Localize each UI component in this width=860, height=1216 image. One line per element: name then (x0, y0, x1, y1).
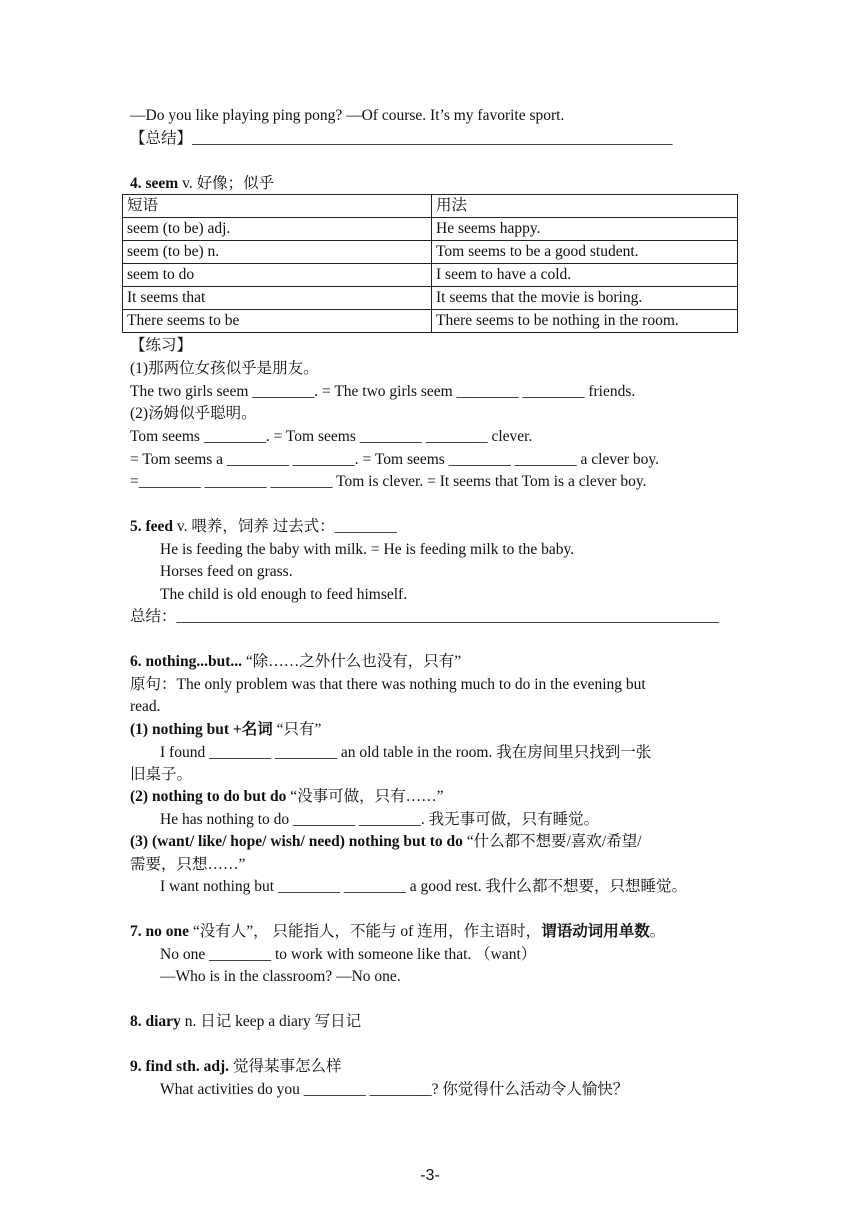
example-sentence-cont: 旧桌子。 (130, 766, 193, 783)
table-header-cell: 用法 (432, 195, 738, 218)
practice-exercise: =________ ________ ________ Tom is clever. = It seems that Tom is a clever boy. (130, 473, 647, 490)
example-sentence: —Do you like playing ping pong? —Of course. It’s my favorite sport. (130, 107, 565, 124)
section-7-heading (130, 922, 665, 942)
section-5-definition: v. 喂养，饲养 过去式：________ (173, 518, 397, 535)
section-5-heading (130, 517, 397, 537)
section-7-definition: “没有人”， 只能指人，不能与 of 连用，作主语时， (189, 923, 542, 940)
table-row (123, 218, 738, 241)
section-6-heading (130, 652, 461, 672)
practice-exercise: Tom seems ________. = Tom seems ________ ________ clever. (130, 428, 533, 445)
summary-line: 总结：______________________________________________________________________ (130, 608, 720, 625)
practice-exercise: = Tom seems a ________ ________. = Tom seems ________ ________ a clever boy. (130, 451, 660, 468)
practice-exercise: The two girls seem ________. = The two girls seem ________ ________ friends. (130, 383, 636, 400)
section-8-heading (130, 1012, 361, 1032)
practice-prompt: (2)汤姆似乎聪明。 (130, 405, 257, 422)
section-9-term: 9. find sth. adj. (130, 1058, 230, 1075)
subsection-term: (2) nothing to do but do (130, 788, 287, 805)
summary-line: 【总结】______________________________________________________________ (130, 130, 673, 147)
table-cell: There seems to be nothing in the room. (432, 310, 738, 333)
table-cell: It seems that the movie is boring. (432, 287, 738, 310)
table-cell: He seems happy. (432, 218, 738, 241)
practice-heading: 【练习】 (130, 337, 193, 354)
example-sentence: What activities do you ________ ________? 你觉得什么活动令人愉快？ (160, 1081, 629, 1098)
example-sentence: He has nothing to do ________ ________. 我无事可做，只有睡觉。 (160, 811, 600, 828)
table-row (123, 264, 738, 287)
subsection-heading (130, 787, 443, 807)
section-4-heading (130, 174, 274, 194)
example-sentence: —Who is in the classroom? —No one. (160, 968, 401, 985)
section-9-heading (130, 1057, 341, 1077)
example-sentence: No one ________ to work with someone like that. （want） (160, 946, 537, 963)
subsection-definition: “只有” (272, 721, 322, 738)
section-7-end: 。 (649, 923, 666, 940)
section-5-term: 5. feed (130, 518, 174, 535)
example-sentence: I want nothing but ________ ________ a good rest. 我什么都不想要，只想睡觉。 (160, 878, 687, 895)
table-cell: seem (to be) n. (123, 241, 432, 264)
table-cell: seem (to be) adj. (123, 218, 432, 241)
subsection-heading (130, 832, 642, 852)
table-row (123, 287, 738, 310)
subsection-term: (3) (want/ like/ hope/ wish/ need) nothing but to do (130, 833, 463, 850)
section-8-term: 8. diary (130, 1013, 181, 1030)
table-cell: seem to do (123, 264, 432, 287)
example-sentence: Horses feed on grass. (160, 563, 293, 580)
subsection-definition: “什么都不想要/喜欢/希望/ (462, 833, 642, 850)
table-header-row (123, 195, 738, 218)
section-7-term: 7. no one (130, 923, 189, 940)
table-header-cell: 短语 (123, 195, 432, 218)
section-6-term: 6. nothing...but... (130, 653, 242, 670)
table-row (123, 310, 738, 333)
subsection-term: (1) nothing but +名词 (130, 721, 273, 738)
section-4-definition: v. 好像；似乎 (178, 175, 275, 192)
table-cell: I seem to have a cold. (432, 264, 738, 287)
section-6-definition: “除……之外什么也没有，只有” (241, 653, 462, 670)
section-7-emphasis: 谓语动词用单数 (541, 923, 650, 940)
section-4-term: 4. seem (130, 175, 179, 192)
example-sentence: He is feeding the baby with milk. = He is feeding milk to the baby. (160, 541, 575, 558)
example-sentence: The child is old enough to feed himself. (160, 586, 408, 603)
table-cell: Tom seems to be a good student. (432, 241, 738, 264)
subsection-heading (130, 720, 321, 740)
table-row (123, 241, 738, 264)
practice-prompt: (1)那两位女孩似乎是朋友。 (130, 360, 319, 377)
original-sentence: 原句：The only problem was that there was nothing much to do in the evening but (130, 676, 646, 693)
table-cell: There seems to be (123, 310, 432, 333)
example-sentence: I found ________ ________ an old table in the room. 我在房间里只找到一张 (160, 744, 652, 761)
page-number: -3- (420, 1167, 440, 1184)
section-9-definition: 觉得某事怎么样 (229, 1058, 342, 1075)
subsection-definition: “没事可做，只有……” (286, 788, 444, 805)
seem-usage-table (122, 194, 738, 333)
table-cell: It seems that (123, 287, 432, 310)
subsection-definition-cont: 需要，只想……” (130, 856, 246, 873)
original-sentence-cont: read. (130, 698, 161, 715)
section-8-definition: n. 日记 keep a diary 写日记 (180, 1013, 362, 1030)
